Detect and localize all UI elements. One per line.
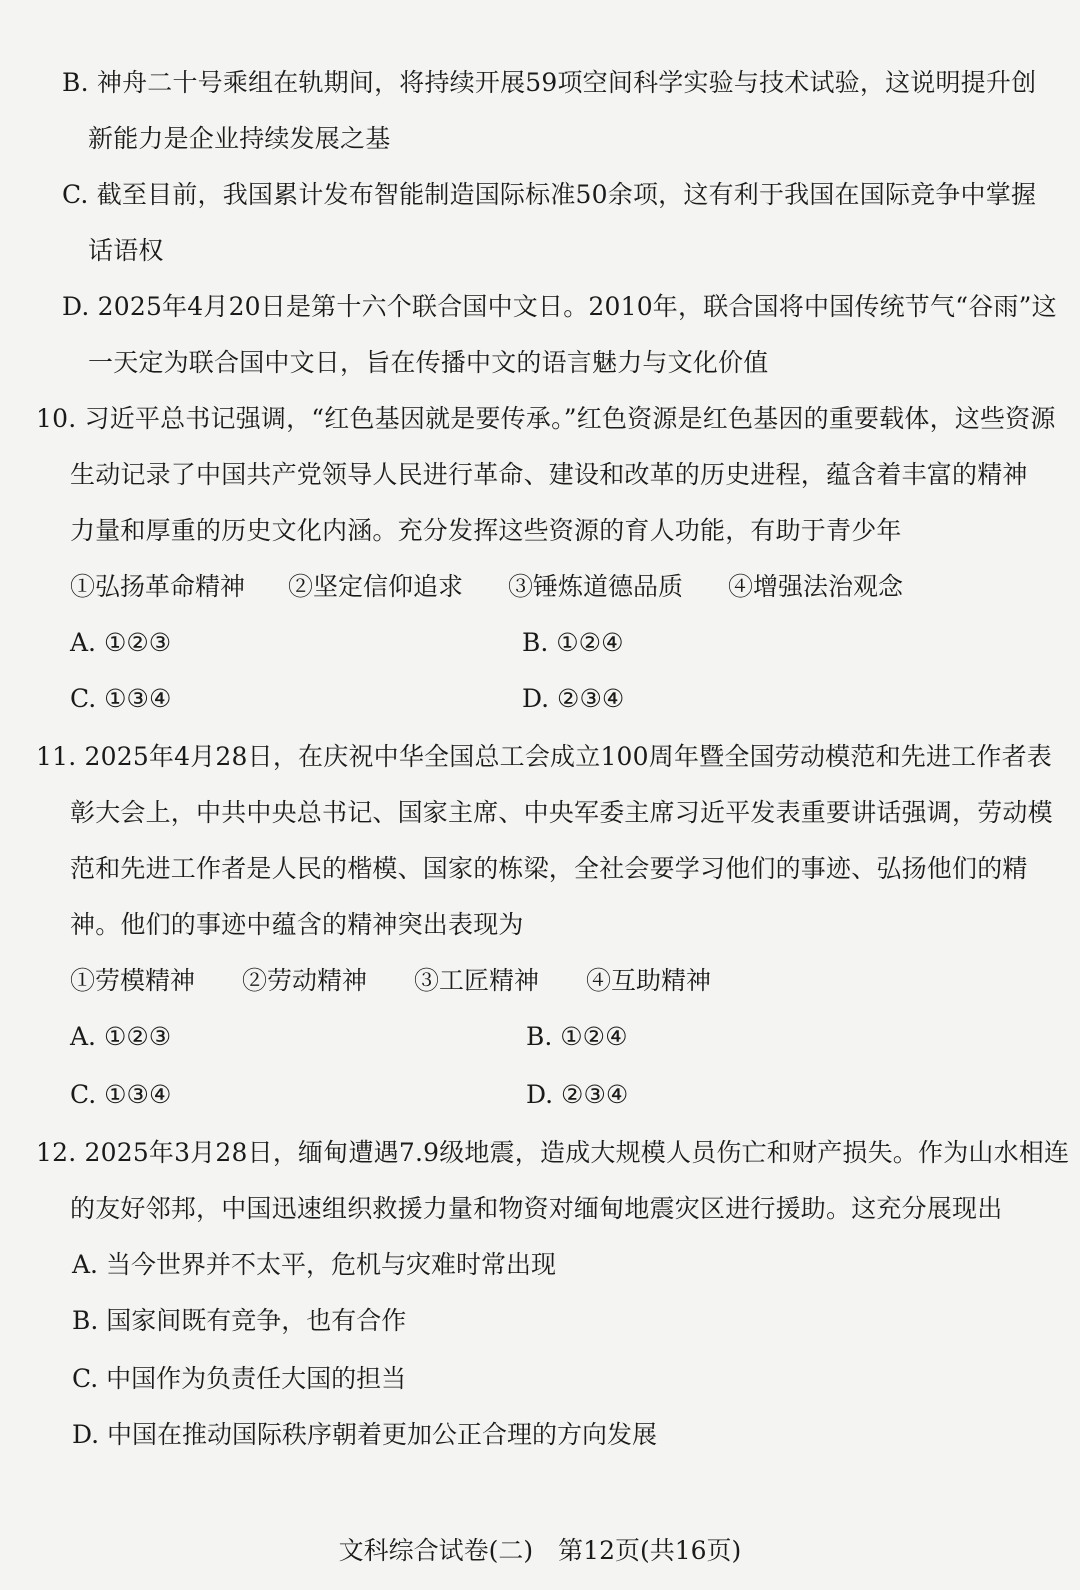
- q10-choice-d: D. ②③④: [522, 684, 625, 713]
- page-footer: 文科综合试卷(二) 第12页(共16页): [338, 1536, 742, 1565]
- q12-stem-line-2: 的友好邻邦，中国迅速组织救援力量和物资对缅甸地震灾区进行援助。这充分展现出: [70, 1194, 1003, 1223]
- q10-item-2: ②坚定信仰追求: [288, 572, 464, 601]
- q10-stem-line-1: 10. 习近平总书记强调，“红色基因就是要传承。”红色资源是红色基因的重要载体，这些资源: [36, 404, 1056, 433]
- q11-choice-c: C. ①③④: [70, 1080, 172, 1109]
- prev-option-d-line-2: 一天定为联合国中文日，旨在传播中文的语言魅力与文化价值: [88, 348, 769, 377]
- q10-item-4: ④增强法治观念: [728, 572, 904, 601]
- q11-stem-line-2: 彰大会上，中共中央总书记、国家主席、中央军委主席习近平发表重要讲话强调，劳动模: [70, 798, 1053, 827]
- q11-choice-a: A. ①②③: [70, 1022, 172, 1051]
- prev-option-b-line-1: B. 神舟二十号乘组在轨期间，将持续开展59项空间科学实验与技术试验，这说明提升创: [62, 68, 1037, 97]
- q10-stem-line-2: 生动记录了中国共产党领导人民进行革命、建设和改革的历史进程，蕴含着丰富的精神: [70, 460, 1028, 489]
- q10-choice-c: C. ①③④: [70, 684, 172, 713]
- prev-option-b-line-2: 新能力是企业持续发展之基: [88, 124, 391, 153]
- q11-item-2: ②劳动精神: [242, 966, 368, 995]
- q10-choice-a: A. ①②③: [70, 628, 172, 657]
- q12-choice-b: B. 国家间既有竞争，也有合作: [72, 1306, 407, 1335]
- q12-choice-d: D. 中国在推动国际秩序朝着更加公正合理的方向发展: [72, 1420, 658, 1449]
- q12-choice-c: C. 中国作为负责任大国的担当: [72, 1364, 407, 1393]
- q11-item-4: ④互助精神: [586, 966, 712, 995]
- q11-stem-line-3: 范和先进工作者是人民的楷模、国家的栋梁，全社会要学习他们的事迹、弘扬他们的精: [70, 854, 1028, 883]
- prev-option-c-line-2: 话语权: [88, 236, 164, 265]
- q11-stem-line-1: 11. 2025年4月28日，在庆祝中华全国总工会成立100周年暨全国劳动模范和先进工作者表: [36, 742, 1052, 771]
- q11-item-1: ①劳模精神: [70, 966, 196, 995]
- q11-choice-b: B. ①②④: [526, 1022, 628, 1051]
- q11-choice-d: D. ②③④: [526, 1080, 629, 1109]
- q10-choice-b: B. ①②④: [522, 628, 624, 657]
- prev-option-d-line-1: D. 2025年4月20日是第十六个联合国中文日。2010年，联合国将中国传统节气“谷雨”这: [62, 292, 1057, 321]
- q12-choice-a: A. 当今世界并不太平，危机与灾难时常出现: [72, 1250, 556, 1279]
- prev-option-c-line-1: C. 截至目前，我国累计发布智能制造国际标准50余项，这有利于我国在国际竞争中掌握: [62, 180, 1037, 209]
- q11-items: [70, 964, 711, 998]
- q10-items: [70, 570, 903, 604]
- q10-item-1: ①弘扬革命精神: [70, 572, 246, 601]
- q10-item-3: ③锤炼道德品质: [508, 572, 684, 601]
- q12-stem-line-1: 12. 2025年3月28日，缅甸遭遇7.9级地震，造成大规模人员伤亡和财产损失。作为山水相连: [36, 1138, 1070, 1167]
- q11-item-3: ③工匠精神: [414, 966, 540, 995]
- q11-stem-line-4: 神。他们的事迹中蕴含的精神突出表现为: [70, 910, 524, 939]
- q10-stem-line-3: 力量和厚重的历史文化内涵。充分发挥这些资源的育人功能，有助于青少年: [70, 516, 902, 545]
